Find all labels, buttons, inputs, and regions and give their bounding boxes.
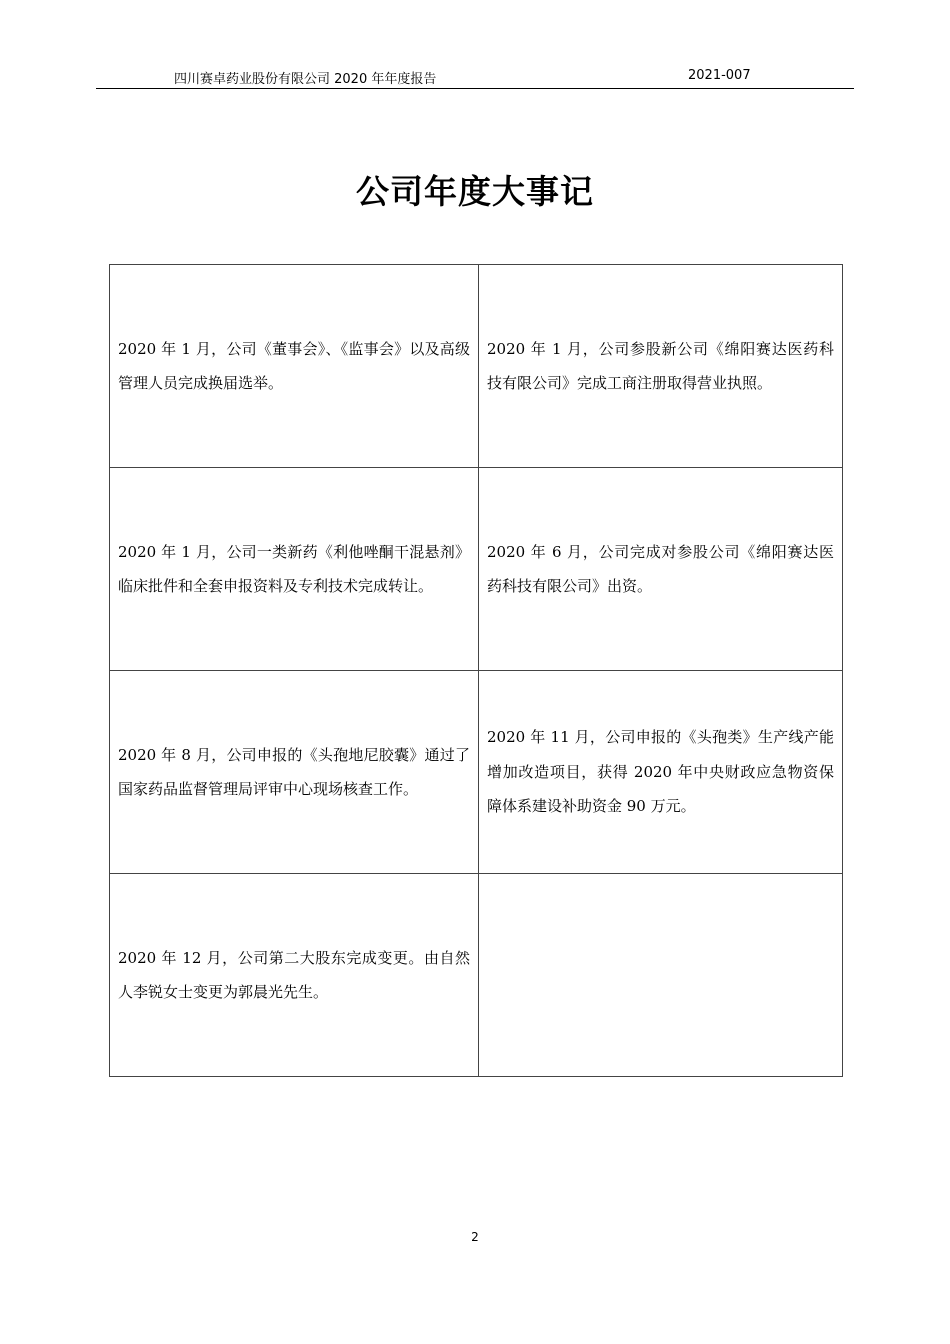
event-cell: 2020 年 1 月，公司一类新药《利他唑酮干混悬剂》临床批件和全套申报资料及专利技术完成转让。 xyxy=(110,468,479,671)
page-title: 公司年度大事记 xyxy=(356,172,594,211)
page-number: 2 xyxy=(471,1230,479,1244)
table-row xyxy=(110,874,843,1077)
table-row xyxy=(110,468,843,671)
event-cell: 2020 年 11 月，公司申报的《头孢类》生产线产能增加改造项目，获得 2020 年中央财政应急物资保障体系建设补助资金 90 万元。 xyxy=(479,671,843,874)
event-cell-empty xyxy=(479,874,843,1077)
event-cell: 2020 年 1 月，公司《董事会》、《监事会》以及高级管理人员完成换届选举。 xyxy=(110,265,479,468)
table-row xyxy=(110,265,843,468)
events-table xyxy=(109,264,843,1077)
event-cell: 2020 年 6 月，公司完成对参股公司《绵阳赛达医药科技有限公司》出资。 xyxy=(479,468,843,671)
table-row xyxy=(110,671,843,874)
event-cell: 2020 年 8 月，公司申报的《头孢地尼胶囊》通过了国家药品监督管理局评审中心现场核查工作。 xyxy=(110,671,479,874)
header-report-code: 2021-007 xyxy=(688,68,751,83)
page-header xyxy=(96,66,854,89)
header-company-report: 四川赛卓药业股份有限公司 2020 年年度报告 xyxy=(174,72,437,87)
event-cell: 2020 年 1 月，公司参股新公司《绵阳赛达医药科技有限公司》完成工商注册取得营业执照。 xyxy=(479,265,843,468)
event-cell: 2020 年 12 月，公司第二大股东完成变更。由自然人李锐女士变更为郭晨光先生。 xyxy=(110,874,479,1077)
